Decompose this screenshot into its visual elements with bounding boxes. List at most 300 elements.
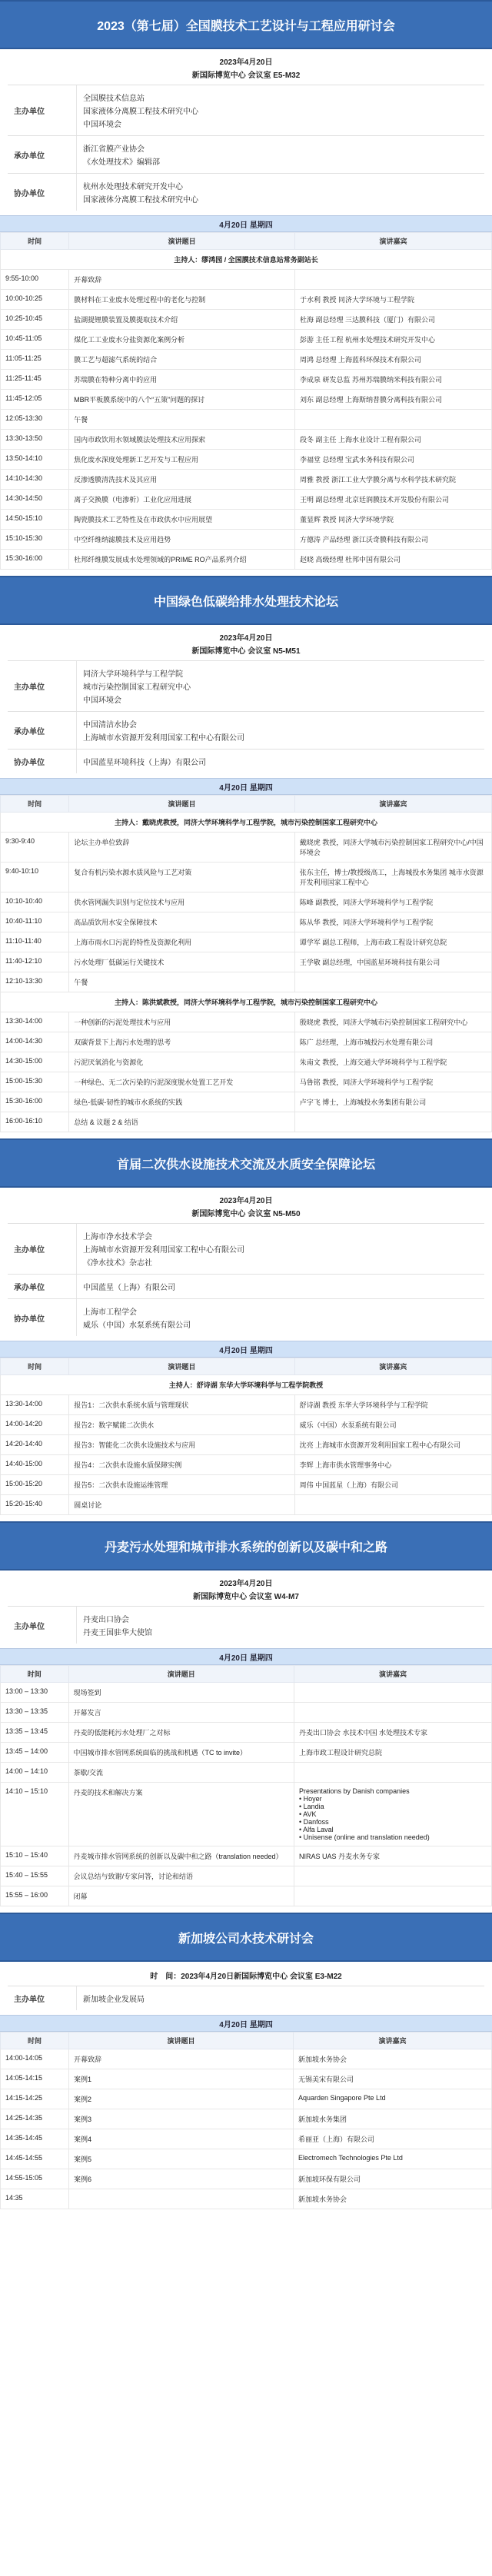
topic-cell: 苏瑞膜在特种分离中的应用 (69, 370, 295, 390)
organizer-block (8, 1986, 484, 2010)
table-row (1, 510, 492, 530)
organizer-item: 威乐（中国）水泵系统有限公司 (83, 1321, 191, 1330)
organizer-block (8, 749, 484, 773)
table-row (1, 1475, 492, 1495)
table-row (1, 833, 492, 863)
time-cell: 10:10-10:40 (1, 892, 69, 912)
topic-cell: 丹麦的技术和解决方案 (68, 1783, 294, 1846)
organizer-item: 新加坡企业发展局 (83, 1996, 145, 2004)
table-row (1, 952, 492, 972)
table-row (1, 1052, 492, 1072)
table-row (1, 490, 492, 510)
guest-cell: 上海市政工程设计研究总院 (294, 1743, 492, 1763)
guest-cell: 李辉 上海市供水管理事务中心 (294, 1455, 491, 1475)
table-row (1, 2109, 492, 2129)
time-cell: 15:30-16:00 (1, 1092, 69, 1112)
table-row (1, 1763, 492, 1783)
guest-cell: 于水利 教授 同济大学环境与工程学院 (295, 290, 492, 310)
organizer-item: 中国蓝星（上海）有限公司 (83, 1284, 175, 1292)
host-row (1, 1375, 492, 1395)
topic-cell: 案例1 (69, 2069, 294, 2089)
time-cell: 10:00-10:25 (1, 290, 69, 310)
guest-cell: Aquarden Singapore Pte Ltd (293, 2089, 491, 2109)
topic-cell: 膜材料在工业废水处理过程中的老化与控制 (69, 290, 295, 310)
table-row (1, 932, 492, 952)
topic-cell: 一种绿色、无二次污染的污泥深度脱水处置工艺开发 (69, 1072, 295, 1092)
topic-cell: 开幕致辞 (69, 2049, 294, 2069)
guest-cell: 谭学军 副总工程师，上海市政工程设计研究总院 (294, 932, 491, 952)
table-row (1, 1072, 492, 1092)
table-row (1, 1866, 492, 1886)
table-row (1, 1723, 492, 1743)
organizer-item: 丹麦出口协会 (83, 1616, 129, 1624)
organizer-item: 《净水技术》杂志社 (83, 1259, 152, 1268)
header-topic: 演讲题目 (69, 796, 295, 813)
organizer-item: 中国环境会 (83, 121, 121, 129)
table-row (1, 430, 492, 450)
table-row (1, 370, 492, 390)
organizer-block (8, 1298, 484, 1336)
day-bar: 4月20日 星期四 (0, 1341, 492, 1358)
topic-cell: 报告2：数字赋能二次供水 (69, 1415, 294, 1435)
section-venue: 新国际博览中心 会议室 N5-M50 (191, 1210, 301, 1218)
guest-cell: 朱南文 教授，上海交通大学环境科学与工程学院 (294, 1052, 491, 1072)
table-row (1, 390, 492, 410)
organizer-block (8, 711, 484, 749)
guest-cell: 周鸿 总经理 上海蓝科环保技术有限公司 (295, 350, 492, 370)
topic-cell: 一种创新的污泥处理技术与应用 (69, 1012, 295, 1032)
time-cell: 14:50-15:10 (1, 510, 69, 530)
section-venue: 新国际博览中心 会议室 W4-M7 (193, 1593, 299, 1601)
table-row (1, 2049, 492, 2069)
organizer-item: 中国环境会 (83, 696, 121, 705)
host-text: 主持人：陈洪斌教授，同济大学环境科学与工程学院，城市污染控制国家工程研究中心 (1, 992, 492, 1012)
topic-cell: 案例5 (69, 2149, 294, 2169)
time-cell: 13:35 – 13:45 (1, 1723, 69, 1743)
topic-cell: 盐湖提锂膜装置及膜提取技术介绍 (69, 310, 295, 330)
topic-cell (69, 2189, 294, 2209)
header-guest: 演讲嘉宾 (295, 233, 492, 250)
time-cell: 9:30-9:40 (1, 833, 69, 863)
table-row (1, 1112, 492, 1132)
organizer-label: 承办单位 (8, 1275, 77, 1298)
schedule-table (0, 795, 492, 1132)
time-cell: 9:40-10:10 (1, 863, 69, 892)
guest-cell: 殷晓虎 教授，同济大学城市污染控制国家工程研究中心 (294, 1012, 491, 1032)
host-row (1, 813, 492, 833)
section-line: 时 间：2023年4月20日新国际博览中心 会议室 E3-M22 (150, 1973, 342, 1981)
organizer-item: 《水处理技术》编辑部 (83, 158, 160, 167)
topic-cell: 论坛主办单位致辞 (69, 833, 295, 863)
header-topic: 演讲题目 (69, 233, 295, 250)
organizer-item: 浙江省膜产业协会 (83, 145, 145, 154)
organizer-item: 国家液体分离膜工程技术研究中心 (83, 196, 198, 204)
guest-cell: 戴晓虎 教授，同济大学城市污染控制国家工程研究中心/中国环境会 (294, 833, 491, 863)
topic-cell: 现场签到 (68, 1683, 294, 1703)
time-cell: 13:30-13:50 (1, 430, 69, 450)
topic-cell: 总结 & 议题 2 & 结语 (69, 1112, 295, 1132)
host-text: 主持人：舒诗湖 东华大学环境科学与工程学院教授 (1, 1375, 492, 1395)
table-row (1, 1743, 492, 1763)
topic-cell: 丹麦的低能耗污水处理厂之对标 (68, 1723, 294, 1743)
topic-cell: 煤化工工业废水分盐资源化案例分析 (69, 330, 295, 350)
topic-cell: 案例4 (69, 2129, 294, 2149)
guest-cell: 无锡美宋有限公司 (293, 2069, 491, 2089)
topic-cell: 案例6 (69, 2169, 294, 2189)
time-cell: 9:55-10:00 (1, 270, 69, 290)
table-row (1, 972, 492, 992)
guest-cell (294, 1886, 492, 1906)
topic-cell: 焦化废水深度处理新工艺开发与工程应用 (69, 450, 295, 470)
time-cell: 14:25-14:35 (1, 2109, 69, 2129)
organizer-item: 上海市净水技术学会 (83, 1233, 152, 1241)
header-guest: 演讲嘉宾 (294, 1358, 491, 1375)
guest-cell: 威乐（中国）水泵系统有限公司 (294, 1415, 491, 1435)
time-cell: 10:25-10:45 (1, 310, 69, 330)
time-cell: 14:10-14:30 (1, 470, 69, 490)
table-row (1, 550, 492, 570)
time-cell: 14:20-14:40 (1, 1435, 69, 1455)
topic-cell: 绿色-低碳-韧性的城市水系统的实践 (69, 1092, 295, 1112)
time-cell: 13:50-14:10 (1, 450, 69, 470)
guest-cell: 赵晓 高级经理 杜邦中国有限公司 (295, 550, 492, 570)
header-topic: 演讲题目 (69, 1358, 294, 1375)
time-cell: 11:45-12:05 (1, 390, 69, 410)
guest-cell: 杜海 副总经理 三达膜科技（厦门）有限公司 (295, 310, 492, 330)
section-title: 首届二次供水设施技术交流及水质安全保障论坛 (0, 1138, 492, 1188)
guest-cell: NIRAS UAS 丹麦水务专家 (294, 1846, 492, 1866)
topic-cell: 陶瓷膜技术工艺特性及在市政供水中应用展望 (69, 510, 295, 530)
time-cell: 14:40-15:00 (1, 1455, 69, 1475)
topic-cell: 午餐 (69, 410, 295, 430)
table-row (1, 1092, 492, 1112)
table-row (1, 1886, 492, 1906)
time-cell: 13:00 – 13:30 (1, 1683, 69, 1703)
topic-cell: 双碳背景下上海污水处理的思考 (69, 1032, 295, 1052)
time-cell: 15:30-16:00 (1, 550, 69, 570)
time-cell: 15:40 – 15:55 (1, 1866, 69, 1886)
organizer-item: 城市污染控制国家工程研究中心 (83, 683, 191, 692)
section-4 (0, 1521, 492, 1906)
header-time: 时间 (1, 2033, 69, 2049)
table-row (1, 350, 492, 370)
organizer-label: 主办单位 (8, 85, 77, 135)
guest-cell: 周伟 中国蓝星（上海）有限公司 (294, 1475, 491, 1495)
guest-cell: 王明 副总经理 北京廷润膜技术开发股份有限公司 (295, 490, 492, 510)
table-row (1, 530, 492, 550)
schedule-table (0, 1358, 492, 1515)
table-row (1, 270, 492, 290)
table-row (1, 2189, 492, 2209)
guest-cell (294, 1703, 492, 1723)
header-time: 时间 (1, 796, 69, 813)
schedule-table (0, 1665, 492, 1906)
time-cell: 13:30-14:00 (1, 1395, 69, 1415)
time-cell: 14:00 – 14:10 (1, 1763, 69, 1783)
time-cell: 14:35-14:45 (1, 2129, 69, 2149)
schedule-table (0, 232, 492, 570)
time-cell: 14:15-14:25 (1, 2089, 69, 2109)
section-title: 新加坡公司水技术研讨会 (0, 1913, 492, 1962)
time-cell: 14:35 (1, 2189, 69, 2209)
table-row (1, 1012, 492, 1032)
organizer-block (8, 173, 484, 211)
day-bar: 4月20日 星期四 (0, 215, 492, 232)
guest-cell: Presentations by Danish companies • Hoyer • Landia • AVK • Danfoss • Alfa Laval • Unisense (online and translation needed) (294, 1783, 492, 1846)
time-cell: 11:25-11:45 (1, 370, 69, 390)
day-bar: 4月20日 星期四 (0, 1648, 492, 1665)
organizer-label: 承办单位 (8, 136, 77, 173)
organizer-block (8, 1606, 484, 1644)
header-time: 时间 (1, 1666, 69, 1683)
section-date: 2023年4月20日 (219, 1197, 273, 1205)
section-venue: 新国际博览中心 会议室 N5-M51 (191, 647, 301, 656)
host-text: 主持人：戴晓虎教授，同济大学环境科学与工程学院，城市污染控制国家工程研究中心 (1, 813, 492, 833)
guest-cell (295, 270, 492, 290)
organizer-item: 丹麦王国驻华大使馆 (83, 1629, 152, 1637)
time-cell: 15:55 – 16:00 (1, 1886, 69, 1906)
time-cell: 14:00-14:05 (1, 2049, 69, 2069)
organizer-label: 主办单位 (8, 1224, 77, 1274)
time-cell: 10:45-11:05 (1, 330, 69, 350)
guest-cell: 段冬 副主任 上海水业设计工程有限公司 (295, 430, 492, 450)
organizer-item: 中国蓝星环境科技（上海）有限公司 (83, 759, 206, 767)
organizer-block (8, 1223, 484, 1274)
table-row (1, 1783, 492, 1846)
table-row (1, 470, 492, 490)
topic-cell: 开幕致辞 (69, 270, 295, 290)
table-row (1, 450, 492, 470)
guest-cell: 卢宇飞 博士，上海城投水务集团有限公司 (294, 1092, 491, 1112)
host-text: 主持人：缪鸿园 / 全国膜技术信息站常务副站长 (1, 250, 492, 270)
guest-cell: 董显辉 教授 同济大学环境学院 (295, 510, 492, 530)
header-topic: 演讲题目 (68, 1666, 294, 1683)
time-cell: 14:00-14:30 (1, 1032, 69, 1052)
time-cell: 10:40-11:10 (1, 912, 69, 932)
table-row (1, 1435, 492, 1455)
table-row (1, 892, 492, 912)
guest-cell: 方德涛 产品经理 浙江沃奇膜科技有限公司 (295, 530, 492, 550)
section-date: 2023年4月20日 (219, 634, 273, 643)
guest-cell: 陈峰 副教授，同济大学环境科学与工程学院 (294, 892, 491, 912)
guest-cell: 马鲁铭 教授，同济大学环境科学与工程学院 (294, 1072, 491, 1092)
organizer-item: 上海城市水资源开发利用国家工程中心有限公司 (83, 734, 244, 743)
table-row (1, 1683, 492, 1703)
table-row (1, 1703, 492, 1723)
time-cell: 14:30-14:50 (1, 490, 69, 510)
guest-cell (294, 1866, 492, 1886)
guest-cell: 李福堂 总经理 宝武水务科技有限公司 (295, 450, 492, 470)
topic-cell: 开幕发言 (68, 1703, 294, 1723)
time-cell: 12:10-13:30 (1, 972, 69, 992)
topic-cell: 复合有机污染水源水质风险与工艺对策 (69, 863, 295, 892)
time-cell: 11:05-11:25 (1, 350, 69, 370)
organizer-label: 主办单位 (8, 661, 77, 711)
time-cell: 15:00-15:20 (1, 1475, 69, 1495)
topic-cell: 杜邦纤维膜发展成水处理领域的PRIME RO产品系列介绍 (69, 550, 295, 570)
table-row (1, 2129, 492, 2149)
time-cell: 15:10-15:30 (1, 530, 69, 550)
organizer-item: 上海城市水资源开发利用国家工程中心有限公司 (83, 1246, 244, 1255)
organizer-label: 协办单位 (8, 1299, 77, 1336)
topic-cell: 反渗透膜清洗技术及其应用 (69, 470, 295, 490)
table-row (1, 2169, 492, 2189)
guest-cell: 新加坡环保有限公司 (293, 2169, 491, 2189)
table-row (1, 912, 492, 932)
section-venue: 新国际博览中心 会议室 E5-M32 (191, 71, 301, 80)
topic-cell: 茶歇/交流 (68, 1763, 294, 1783)
section-5 (0, 1913, 492, 2209)
time-cell: 16:00-16:10 (1, 1112, 69, 1132)
table-row (1, 2149, 492, 2169)
guest-cell: 李成泉 研发总监 苏州苏瑞膜纳米科技有限公司 (295, 370, 492, 390)
topic-cell: 闭幕 (68, 1886, 294, 1906)
topic-cell: 污泥厌氧消化与资源化 (69, 1052, 295, 1072)
table-row (1, 2089, 492, 2109)
section-2 (0, 576, 492, 1132)
time-cell: 12:05-13:30 (1, 410, 69, 430)
organizer-label: 主办单位 (8, 1986, 77, 2010)
guest-cell: 周雅 教授 浙江工业大学膜分离与水科学技术研究院 (295, 470, 492, 490)
guest-cell (295, 410, 492, 430)
time-cell: 11:10-11:40 (1, 932, 69, 952)
time-cell: 15:00-15:30 (1, 1072, 69, 1092)
guest-cell: 沈亮 上海城市水资源开发利用国家工程中心有限公司 (294, 1435, 491, 1455)
guest-cell: Electromech Technologies Pte Ltd (293, 2149, 491, 2169)
time-cell: 14:30-15:00 (1, 1052, 69, 1072)
organizer-item: 杭州水处理技术研究开发中心 (83, 183, 183, 191)
section-date: 2023年4月20日 (219, 58, 273, 67)
time-cell: 14:45-14:55 (1, 2149, 69, 2169)
organizer-item: 全国膜技术信息站 (83, 95, 145, 103)
topic-cell: 案例2 (69, 2089, 294, 2109)
time-cell: 13:30-14:00 (1, 1012, 69, 1032)
time-cell: 13:45 – 14:00 (1, 1743, 69, 1763)
header-time: 时间 (1, 233, 69, 250)
topic-cell: 离子交换膜（电渗析）工业化应用进展 (69, 490, 295, 510)
table-row (1, 1455, 492, 1475)
topic-cell: 污水处理厂低碳运行关键技术 (69, 952, 295, 972)
organizer-label: 主办单位 (8, 1607, 77, 1644)
guest-cell (294, 1683, 492, 1703)
guest-cell (294, 972, 491, 992)
guest-cell (294, 1495, 491, 1515)
section-title: 2023（第七届）全国膜技术工艺设计与工程应用研讨会 (0, 0, 492, 49)
header-guest: 演讲嘉宾 (294, 1666, 492, 1683)
table-row (1, 863, 492, 892)
topic-cell: 圆桌讨论 (69, 1495, 294, 1515)
organizer-label: 承办单位 (8, 712, 77, 749)
schedule-table (0, 2032, 492, 2209)
topic-cell: 报告5：二次供水设施运维管理 (69, 1475, 294, 1495)
topic-cell: 报告1：二次供水系统水质与管理现状 (69, 1395, 294, 1415)
section-title: 丹麦污水处理和城市排水系统的创新以及碳中和之路 (0, 1521, 492, 1571)
section-date: 2023年4月20日 (219, 1580, 273, 1588)
header-guest: 演讲嘉宾 (294, 796, 491, 813)
table-row (1, 330, 492, 350)
table-row (1, 2069, 492, 2089)
host-row (1, 992, 492, 1012)
time-cell: 14:05-14:15 (1, 2069, 69, 2089)
organizer-item: 同济大学环境科学与工程学院 (83, 670, 183, 679)
topic-cell: MBR平板膜系统中的八个“五策”问题的探讨 (69, 390, 295, 410)
topic-cell: 中空纤维纳滤膜技术及应用趋势 (69, 530, 295, 550)
guest-cell: 新加坡水务协会 (293, 2189, 491, 2209)
guest-cell (294, 1112, 491, 1132)
time-cell: 15:20-15:40 (1, 1495, 69, 1515)
section-1 (0, 0, 492, 570)
topic-cell: 午餐 (69, 972, 295, 992)
time-cell: 14:55-15:05 (1, 2169, 69, 2189)
organizer-label: 协办单位 (8, 750, 77, 773)
organizer-label: 协办单位 (8, 174, 77, 211)
section-title: 中国绿色低碳给排水处理技术论坛 (0, 576, 492, 625)
day-bar: 4月20日 星期四 (0, 2015, 492, 2032)
header-topic: 演讲题目 (69, 2033, 294, 2049)
topic-cell: 供水管网漏失识别与定位技术与应用 (69, 892, 295, 912)
table-row (1, 1395, 492, 1415)
time-cell: 11:40-12:10 (1, 952, 69, 972)
organizer-item: 国家液体分离膜工程技术研究中心 (83, 108, 198, 116)
guest-cell: 舒诗湖 教授 东华大学环境科学与工程学院 (294, 1395, 491, 1415)
table-row (1, 310, 492, 330)
time-cell: 13:30 – 13:35 (1, 1703, 69, 1723)
organizer-block (8, 85, 484, 135)
guest-cell: 新加坡水务集团 (293, 2109, 491, 2129)
guest-cell (294, 1763, 492, 1783)
organizer-block (8, 1274, 484, 1298)
topic-cell: 报告4：二次供水设施水质保障实例 (69, 1455, 294, 1475)
table-row (1, 1495, 492, 1515)
guest-cell: 新加坡水务协会 (293, 2049, 491, 2069)
guest-cell: 陈从华 教授，同济大学环境科学与工程学院 (294, 912, 491, 932)
guest-cell: 陈广 总经理，上海市城投污水处理有限公司 (294, 1032, 491, 1052)
topic-cell: 丹麦城市排水管网系统的创新以及碳中和之路（translation needed） (68, 1846, 294, 1866)
organizer-item: 上海市工程学会 (83, 1308, 137, 1317)
topic-cell: 案例3 (69, 2109, 294, 2129)
guest-cell: 希丽亚（上海）有限公司 (293, 2129, 491, 2149)
guest-cell: 彭游 主任工程 杭州水处理技术研究开发中心 (295, 330, 492, 350)
table-row (1, 1415, 492, 1435)
topic-cell: 会议总结与致谢/专家问答，讨论和结语 (68, 1866, 294, 1886)
time-cell: 14:00-14:20 (1, 1415, 69, 1435)
time-cell: 15:10 – 15:40 (1, 1846, 69, 1866)
table-row (1, 290, 492, 310)
guest-cell: 丹麦出口协会 水技术中国 水处理技术专家 (294, 1723, 492, 1743)
topic-cell: 膜工艺与超滤气系统的结合 (69, 350, 295, 370)
guest-cell: 刘东 副总经理 上海斯纳普膜分离科技有限公司 (295, 390, 492, 410)
time-cell: 14:10 – 15:10 (1, 1783, 69, 1846)
organizer-block (8, 135, 484, 173)
table-row (1, 1032, 492, 1052)
section-3 (0, 1138, 492, 1515)
organizer-item: 中国清洁水协会 (83, 721, 137, 730)
organizer-block (8, 660, 484, 711)
table-row (1, 1846, 492, 1866)
topic-cell: 国内市政饮用水领域膜法处理技术应用探索 (69, 430, 295, 450)
topic-cell: 中国城市排水管网系统面临的挑战和机遇（TC to invite） (68, 1743, 294, 1763)
guest-cell: 王学敬 副总经理，中国蓝星环境科技有限公司 (294, 952, 491, 972)
header-time: 时间 (1, 1358, 69, 1375)
topic-cell: 上海市雨水口污泥的特性及资源化利用 (69, 932, 295, 952)
table-row (1, 410, 492, 430)
guest-cell: 张东主任，博士/教授级高工，上海城投水务集团 城市水资源开发利用国家工程中心 (294, 863, 491, 892)
topic-cell: 高品质饮用水安全保障技术 (69, 912, 295, 932)
topic-cell: 报告3：智能化二次供水设施技术与应用 (69, 1435, 294, 1455)
host-row (1, 250, 492, 270)
header-guest: 演讲嘉宾 (293, 2033, 491, 2049)
day-bar: 4月20日 星期四 (0, 778, 492, 795)
